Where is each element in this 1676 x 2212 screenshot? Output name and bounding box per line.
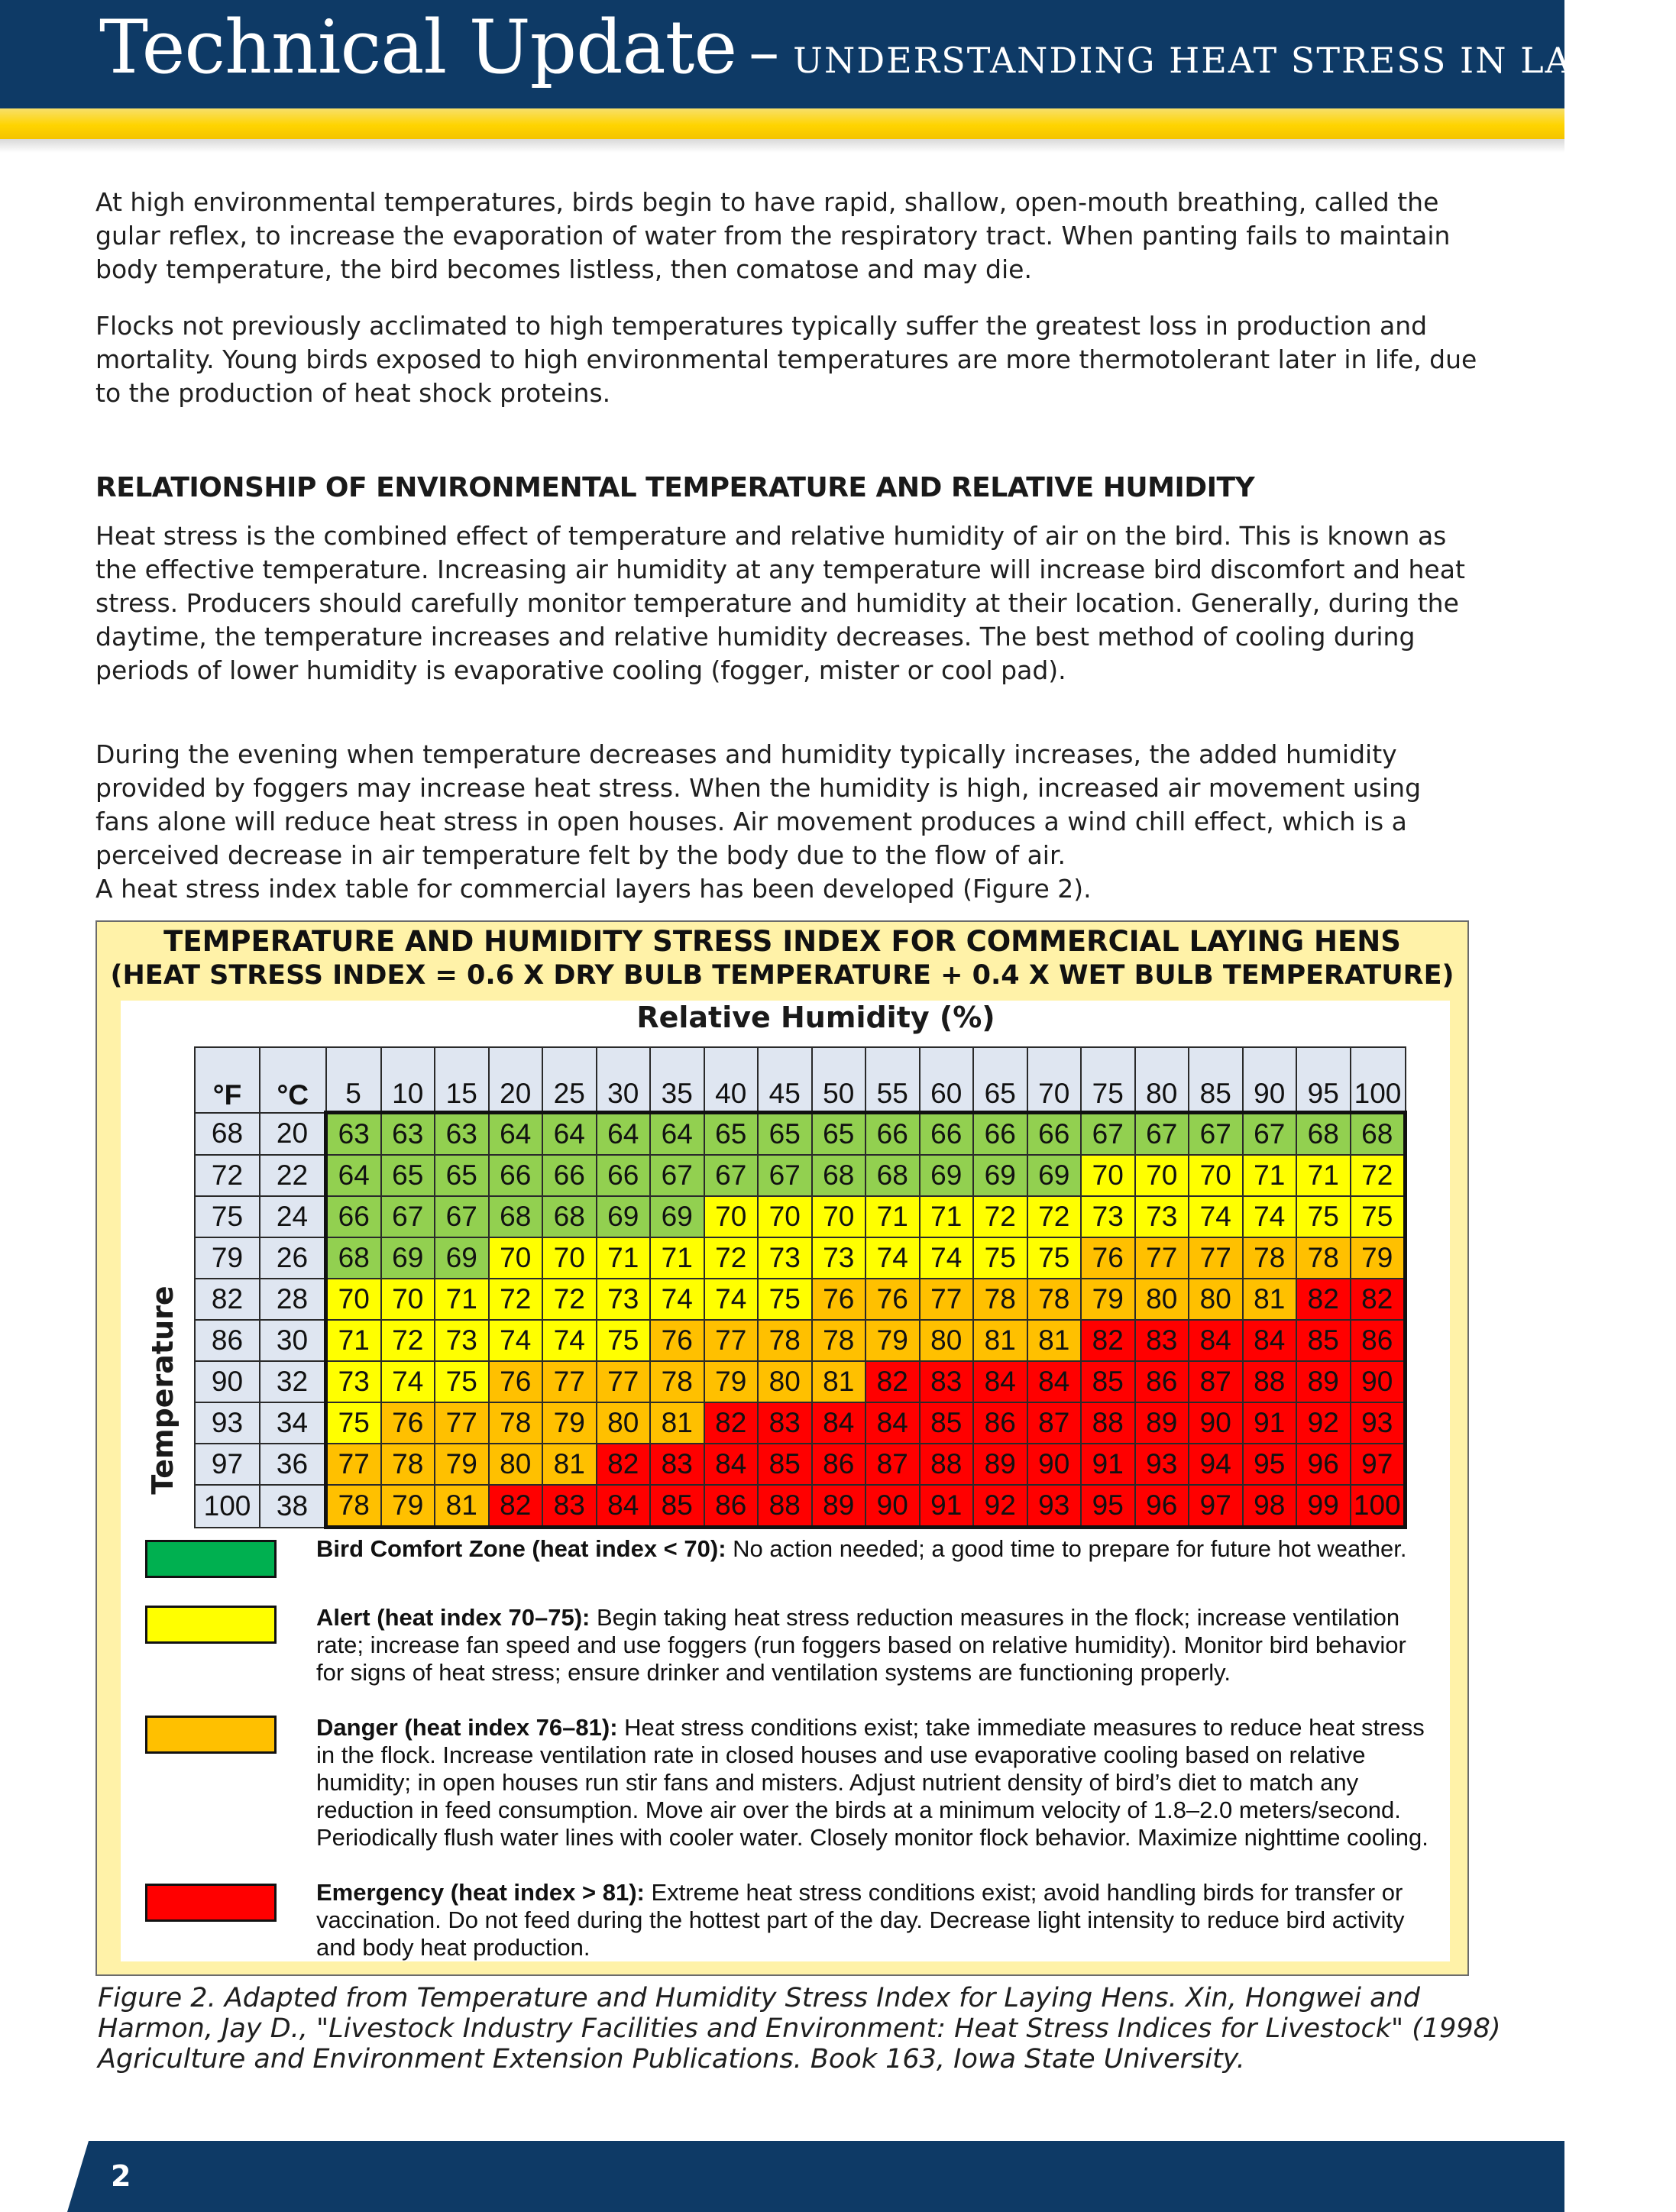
index-cell: 67 (381, 1196, 435, 1237)
index-cell: 84 (1027, 1361, 1082, 1402)
index-cell: 85 (758, 1444, 812, 1485)
relative-humidity-label: Relative Humidity (%) (636, 1001, 995, 1034)
index-cell: 92 (973, 1485, 1027, 1528)
index-cell: 65 (704, 1113, 759, 1156)
temp-f-cell: 82 (195, 1279, 260, 1320)
temp-f-cell: 100 (195, 1485, 260, 1528)
index-cell: 76 (812, 1279, 866, 1320)
index-cell: 70 (1081, 1155, 1135, 1196)
index-cell: 76 (1081, 1237, 1135, 1279)
temp-c-cell: 22 (260, 1155, 326, 1196)
index-cell: 70 (326, 1279, 381, 1320)
index-cell: 79 (381, 1485, 435, 1528)
index-cell: 66 (326, 1196, 381, 1237)
index-cell: 70 (1189, 1155, 1243, 1196)
index-cell: 74 (1243, 1196, 1297, 1237)
index-cell: 71 (1296, 1155, 1351, 1196)
index-cell: 82 (1351, 1279, 1406, 1320)
temp-c-cell: 36 (260, 1444, 326, 1485)
index-cell: 68 (1351, 1113, 1406, 1156)
temp-c-cell: 20 (260, 1113, 326, 1156)
index-cell: 84 (973, 1361, 1027, 1402)
temp-f-cell: 93 (195, 1402, 260, 1444)
index-cell: 66 (597, 1155, 651, 1196)
table-row (195, 1320, 1406, 1361)
humidity-header-95: 95 (1296, 1047, 1351, 1113)
humidity-header-70: 70 (1027, 1047, 1082, 1113)
temp-f-cell: 72 (195, 1155, 260, 1196)
index-cell: 84 (704, 1444, 759, 1485)
index-cell: 87 (1189, 1361, 1243, 1402)
humidity-header-35: 35 (650, 1047, 704, 1113)
index-cell: 65 (435, 1155, 489, 1196)
footer-bar (0, 2141, 1564, 2212)
index-cell: 74 (542, 1320, 597, 1361)
index-cell: 70 (1135, 1155, 1189, 1196)
index-cell: 67 (1081, 1113, 1135, 1156)
temp-c-cell: 34 (260, 1402, 326, 1444)
index-cell: 89 (1135, 1402, 1189, 1444)
index-cell: 66 (489, 1155, 543, 1196)
index-cell: 81 (435, 1485, 489, 1528)
index-cell: 86 (812, 1444, 866, 1485)
index-cell: 88 (1081, 1402, 1135, 1444)
legend-text-danger (316, 1714, 1439, 1851)
index-cell: 71 (435, 1279, 489, 1320)
humidity-header-10: 10 (381, 1047, 435, 1113)
index-cell: 85 (1081, 1361, 1135, 1402)
index-cell: 75 (973, 1237, 1027, 1279)
index-cell: 69 (920, 1155, 974, 1196)
index-cell: 100 (1351, 1485, 1406, 1528)
section-heading: RELATIONSHIP OF ENVIRONMENTAL TEMPERATURE AND RELATIVE HUMIDITY (95, 472, 1255, 503)
index-cell: 86 (1351, 1320, 1406, 1361)
body-paragraph-4-group (95, 738, 1482, 906)
index-cell: 70 (381, 1279, 435, 1320)
index-cell: 75 (435, 1361, 489, 1402)
index-cell: 91 (1243, 1402, 1297, 1444)
index-cell: 78 (489, 1402, 543, 1444)
index-cell: 85 (920, 1402, 974, 1444)
index-cell: 68 (812, 1155, 866, 1196)
table-header-row (195, 1047, 1406, 1113)
index-cell: 90 (866, 1485, 920, 1528)
index-cell: 87 (866, 1444, 920, 1485)
index-cell: 84 (812, 1402, 866, 1444)
index-cell: 75 (597, 1320, 651, 1361)
index-cell: 99 (1296, 1485, 1351, 1528)
index-cell: 84 (597, 1485, 651, 1528)
index-cell: 67 (704, 1155, 759, 1196)
header-celsius: °C (260, 1047, 326, 1113)
index-cell: 79 (866, 1320, 920, 1361)
index-cell: 81 (812, 1361, 866, 1402)
header-title (99, 5, 1676, 90)
index-cell: 81 (650, 1402, 704, 1444)
index-cell: 77 (597, 1361, 651, 1402)
index-cell: 84 (866, 1402, 920, 1444)
humidity-header-45: 45 (758, 1047, 812, 1113)
index-cell: 68 (866, 1155, 920, 1196)
table-row (195, 1279, 1406, 1320)
index-cell: 77 (326, 1444, 381, 1485)
index-cell: 97 (1189, 1485, 1243, 1528)
index-cell: 91 (920, 1485, 974, 1528)
index-cell: 80 (489, 1444, 543, 1485)
index-cell: 66 (973, 1113, 1027, 1156)
index-cell: 70 (489, 1237, 543, 1279)
index-cell: 76 (381, 1402, 435, 1444)
index-cell: 78 (381, 1444, 435, 1485)
index-cell: 95 (1243, 1444, 1297, 1485)
legend-desc-comfort: No action needed; a good time to prepare for future hot weather. (733, 1535, 1407, 1562)
index-cell: 82 (489, 1485, 543, 1528)
index-cell: 71 (866, 1196, 920, 1237)
index-cell: 72 (704, 1237, 759, 1279)
table-row (195, 1485, 1406, 1528)
index-cell: 67 (1189, 1113, 1243, 1156)
index-cell: 80 (1135, 1279, 1189, 1320)
body-paragraph-3: Heat stress is the combined effect of temperature and relative humidity of air on the bird. This is known as the effective temperature. Increasing air humidity at any temperature will increase bird discomfort and heat stress. Producers should carefully monitor temperature and humidity at their location. Generally, during the daytime, the temperature increases and relative humidity decreases. The best method of cooling during periods of lower humidity is evaporative cooling (fogger, mister or cool pad). (95, 521, 1465, 685)
temp-c-cell: 32 (260, 1361, 326, 1402)
index-cell: 75 (1351, 1196, 1406, 1237)
index-cell: 90 (1351, 1361, 1406, 1402)
legend-label-alert: Alert (heat index 70–75): (316, 1604, 590, 1631)
index-cell: 79 (1351, 1237, 1406, 1279)
index-cell: 84 (1243, 1320, 1297, 1361)
table-row (195, 1196, 1406, 1237)
humidity-header-80: 80 (1135, 1047, 1189, 1113)
index-cell: 73 (758, 1237, 812, 1279)
index-cell: 71 (920, 1196, 974, 1237)
index-cell: 72 (381, 1320, 435, 1361)
index-cell: 65 (758, 1113, 812, 1156)
index-cell: 65 (812, 1113, 866, 1156)
index-cell: 78 (650, 1361, 704, 1402)
index-cell: 68 (326, 1237, 381, 1279)
legend-text-comfort (316, 1535, 1439, 1563)
index-cell: 78 (1027, 1279, 1082, 1320)
index-cell: 79 (704, 1361, 759, 1402)
index-cell: 90 (1027, 1444, 1082, 1485)
index-cell: 72 (973, 1196, 1027, 1237)
index-cell: 77 (704, 1320, 759, 1361)
index-cell: 70 (704, 1196, 759, 1237)
index-cell: 83 (920, 1361, 974, 1402)
temp-f-cell: 86 (195, 1320, 260, 1361)
index-cell: 93 (1135, 1444, 1189, 1485)
humidity-header-50: 50 (812, 1047, 866, 1113)
humidity-header-100: 100 (1351, 1047, 1406, 1113)
index-cell: 75 (1027, 1237, 1082, 1279)
index-cell: 83 (1135, 1320, 1189, 1361)
index-cell: 70 (812, 1196, 866, 1237)
legend-swatch-danger (145, 1716, 277, 1754)
index-cell: 66 (920, 1113, 974, 1156)
index-cell: 79 (435, 1444, 489, 1485)
intro-paragraph-2: Flocks not previously acclimated to high temperatures typically suffer the greatest loss in production and mortality. Young birds exposed to high environmental temperatures are more thermotolerant later in life, due to the production of heat shock proteins. (95, 311, 1477, 408)
index-cell: 86 (704, 1485, 759, 1528)
table-row (195, 1237, 1406, 1279)
index-cell: 77 (435, 1402, 489, 1444)
index-cell: 66 (1027, 1113, 1082, 1156)
index-cell: 80 (597, 1402, 651, 1444)
table-row (195, 1155, 1406, 1196)
index-cell: 89 (812, 1485, 866, 1528)
legend-swatch-alert (145, 1606, 277, 1644)
page-footer (0, 2141, 1564, 2212)
index-cell: 68 (1296, 1113, 1351, 1156)
index-cell: 81 (1027, 1320, 1082, 1361)
index-cell: 97 (1351, 1444, 1406, 1485)
index-cell: 70 (542, 1237, 597, 1279)
table-row (195, 1444, 1406, 1485)
temp-c-cell: 30 (260, 1320, 326, 1361)
index-cell: 69 (973, 1155, 1027, 1196)
index-cell: 82 (1081, 1320, 1135, 1361)
index-cell: 86 (1135, 1361, 1189, 1402)
index-cell: 74 (704, 1279, 759, 1320)
table-row (195, 1402, 1406, 1444)
index-cell: 85 (650, 1485, 704, 1528)
figure-inner-panel (121, 1001, 1450, 1961)
index-cell: 96 (1296, 1444, 1351, 1485)
index-cell: 82 (597, 1444, 651, 1485)
index-cell: 63 (381, 1113, 435, 1156)
index-cell: 78 (812, 1320, 866, 1361)
index-cell: 74 (489, 1320, 543, 1361)
temp-c-cell: 38 (260, 1485, 326, 1528)
index-cell: 80 (1189, 1279, 1243, 1320)
heat-stress-table (194, 1046, 1407, 1529)
index-cell: 80 (920, 1320, 974, 1361)
header-subtitle: UNDERSTANDING HEAT STRESS IN LAYERS (793, 40, 1676, 81)
humidity-header-60: 60 (920, 1047, 974, 1113)
figure-title: TEMPERATURE AND HUMIDITY STRESS INDEX FOR COMMERCIAL LAYING HENS (163, 925, 1401, 958)
index-cell: 82 (704, 1402, 759, 1444)
index-cell: 81 (973, 1320, 1027, 1361)
index-cell: 71 (597, 1237, 651, 1279)
index-cell: 92 (1296, 1402, 1351, 1444)
index-cell: 80 (758, 1361, 812, 1402)
index-cell: 74 (920, 1237, 974, 1279)
index-cell: 71 (650, 1237, 704, 1279)
index-cell: 89 (1296, 1361, 1351, 1402)
page-header (0, 0, 1676, 108)
index-cell: 73 (597, 1279, 651, 1320)
index-cell: 67 (758, 1155, 812, 1196)
header-shadow (0, 139, 1564, 153)
index-cell: 68 (542, 1196, 597, 1237)
index-cell: 72 (489, 1279, 543, 1320)
index-cell: 83 (542, 1485, 597, 1528)
index-cell: 93 (1027, 1485, 1082, 1528)
humidity-header-30: 30 (597, 1047, 651, 1113)
index-cell: 73 (1135, 1196, 1189, 1237)
index-cell: 72 (1351, 1155, 1406, 1196)
index-cell: 78 (326, 1485, 381, 1528)
index-cell: 63 (326, 1113, 381, 1156)
humidity-header-85: 85 (1189, 1047, 1243, 1113)
humidity-header-40: 40 (704, 1047, 759, 1113)
index-cell: 66 (542, 1155, 597, 1196)
temperature-axis-label: Temperature (146, 1285, 180, 1495)
humidity-header-65: 65 (973, 1047, 1027, 1113)
index-cell: 83 (758, 1402, 812, 1444)
index-cell: 79 (1081, 1279, 1135, 1320)
index-cell: 73 (1081, 1196, 1135, 1237)
body-paragraph-5: A heat stress index table for commercial layers has been developed (Figure 2). (95, 874, 1092, 904)
index-cell: 69 (650, 1196, 704, 1237)
index-cell: 74 (866, 1237, 920, 1279)
legend-swatch-comfort (145, 1540, 277, 1578)
intro-paragraph-1: At high environmental temperatures, birds begin to have rapid, shallow, open-mouth breathing, called the gular reflex, to increase the evaporation of water from the respiratory tract. When panting fails to maintain body temperature, the bird becomes listless, then comatose and may die. (95, 187, 1451, 284)
index-cell: 82 (1296, 1279, 1351, 1320)
legend-label-danger: Danger (heat index 76–81): (316, 1714, 618, 1741)
index-cell: 94 (1189, 1444, 1243, 1485)
header-yellow-stripe (0, 108, 1564, 139)
index-cell: 88 (920, 1444, 974, 1485)
index-cell: 77 (542, 1361, 597, 1402)
temp-f-cell: 68 (195, 1113, 260, 1156)
index-cell: 76 (866, 1279, 920, 1320)
index-cell: 74 (650, 1279, 704, 1320)
figure-2 (95, 920, 1469, 1976)
index-cell: 74 (381, 1361, 435, 1402)
legend-desc-emergency: Extreme heat stress conditions exist; avoid handling birds for transfer or vaccination. Do not feed during the hottest part of the day. Decrease light intensity to reduce bird activity and body heat production. (316, 1879, 1405, 1961)
index-cell: 74 (1189, 1196, 1243, 1237)
index-cell: 75 (1296, 1196, 1351, 1237)
humidity-header-75: 75 (1081, 1047, 1135, 1113)
index-cell: 65 (381, 1155, 435, 1196)
index-cell: 77 (920, 1279, 974, 1320)
index-cell: 71 (326, 1320, 381, 1361)
index-cell: 68 (489, 1196, 543, 1237)
index-cell: 64 (326, 1155, 381, 1196)
index-cell: 72 (542, 1279, 597, 1320)
legend-desc-alert: Begin taking heat stress reduction measures in the flock; increase ventilation rate; increase fan speed and use foggers (run foggers based on relative humidity). Monitor bird behavior for signs of heat stress; ensure drinker and ventilation systems are functioning properly. (316, 1604, 1406, 1686)
index-cell: 64 (597, 1113, 651, 1156)
index-cell: 69 (435, 1237, 489, 1279)
index-cell: 81 (542, 1444, 597, 1485)
index-cell: 64 (650, 1113, 704, 1156)
humidity-header-15: 15 (435, 1047, 489, 1113)
index-cell: 91 (1081, 1444, 1135, 1485)
humidity-header-5: 5 (326, 1047, 381, 1113)
temp-c-cell: 26 (260, 1237, 326, 1279)
index-cell: 88 (1243, 1361, 1297, 1402)
temp-c-cell: 24 (260, 1196, 326, 1237)
header-title-main: Technical Update (99, 5, 737, 90)
index-cell: 85 (1296, 1320, 1351, 1361)
index-cell: 81 (1243, 1279, 1297, 1320)
temp-f-cell: 79 (195, 1237, 260, 1279)
figure-caption: Figure 2. Adapted from Temperature and Humidity Stress Index for Laying Hens. Xin, Hongwei and Harmon, Jay D., "Livestock Industry Facilities and Environment: Heat Stress Indices for Livestock" (1998) Agriculture and Environment Extension Publications. Book 163, Iowa State University. (98, 1983, 1501, 2075)
index-cell: 75 (326, 1402, 381, 1444)
temp-f-cell: 75 (195, 1196, 260, 1237)
body-paragraph-4: During the evening when temperature decreases and humidity typically increases, the added humidity provided by foggers may increase heat stress. When the humidity is high, increased air movement using fans alone will reduce heat stress in open houses. Air movement produces a wind chill effect, which is a perceived decrease in air temperature felt by the body due to the flow of air. (95, 739, 1422, 870)
temp-f-cell: 90 (195, 1361, 260, 1402)
index-cell: 69 (1027, 1155, 1082, 1196)
index-cell: 73 (326, 1361, 381, 1402)
index-cell: 67 (650, 1155, 704, 1196)
index-cell: 76 (489, 1361, 543, 1402)
index-cell: 67 (1243, 1113, 1297, 1156)
legend-label-emergency: Emergency (heat index > 81): (316, 1879, 645, 1906)
humidity-header-25: 25 (542, 1047, 597, 1113)
humidity-header-20: 20 (489, 1047, 543, 1113)
index-cell: 83 (650, 1444, 704, 1485)
index-cell: 86 (973, 1402, 1027, 1444)
header-dash: – (749, 16, 780, 87)
header-fahrenheit: °F (195, 1047, 260, 1113)
index-cell: 87 (1027, 1402, 1082, 1444)
index-cell: 78 (758, 1320, 812, 1361)
index-cell: 77 (1189, 1237, 1243, 1279)
index-cell: 66 (866, 1113, 920, 1156)
index-cell: 73 (812, 1237, 866, 1279)
index-cell: 78 (1296, 1237, 1351, 1279)
index-cell: 88 (758, 1485, 812, 1528)
table-row (195, 1361, 1406, 1402)
index-cell: 78 (973, 1279, 1027, 1320)
index-cell: 69 (597, 1196, 651, 1237)
index-cell: 79 (542, 1402, 597, 1444)
humidity-header-55: 55 (866, 1047, 920, 1113)
index-cell: 67 (435, 1196, 489, 1237)
index-cell: 98 (1243, 1485, 1297, 1528)
legend-label-comfort: Bird Comfort Zone (heat index < 70): (316, 1535, 726, 1562)
temp-f-cell: 97 (195, 1444, 260, 1485)
index-cell: 76 (650, 1320, 704, 1361)
index-cell: 69 (381, 1237, 435, 1279)
humidity-header-90: 90 (1243, 1047, 1297, 1113)
legend-text-alert (316, 1604, 1439, 1686)
index-cell: 89 (973, 1444, 1027, 1485)
index-cell: 63 (435, 1113, 489, 1156)
index-cell: 75 (758, 1279, 812, 1320)
temp-c-cell: 28 (260, 1279, 326, 1320)
index-cell: 96 (1135, 1485, 1189, 1528)
page-number: 2 (111, 2159, 131, 2193)
index-cell: 95 (1081, 1485, 1135, 1528)
index-cell: 72 (1027, 1196, 1082, 1237)
index-cell: 67 (1135, 1113, 1189, 1156)
index-cell: 77 (1135, 1237, 1189, 1279)
index-cell: 78 (1243, 1237, 1297, 1279)
index-cell: 64 (489, 1113, 543, 1156)
index-cell: 71 (1243, 1155, 1297, 1196)
legend-desc-danger: Heat stress conditions exist; take immediate measures to reduce heat stress in the flock. Increase ventilation rate in closed houses and use evaporative cooling based on relative humidity; in open houses run stir fans and misters. Adjust nutrient density of bird’s diet to match any reduction in feed consumption. Move air over the birds at a minimum velocity of 1.8–2.0 meters/second. Periodically flush water lines with cooler water. Closely monitor flock behavior. Maximize nighttime cooling. (316, 1714, 1428, 1851)
index-cell: 82 (866, 1361, 920, 1402)
index-cell: 70 (758, 1196, 812, 1237)
index-cell: 90 (1189, 1402, 1243, 1444)
index-cell: 73 (435, 1320, 489, 1361)
index-cell: 93 (1351, 1402, 1406, 1444)
legend-swatch-emergency (145, 1884, 277, 1922)
index-cell: 64 (542, 1113, 597, 1156)
figure-formula: (HEAT STRESS INDEX = 0.6 X DRY BULB TEMPERATURE + 0.4 X WET BULB TEMPERATURE) (110, 960, 1454, 991)
table-row (195, 1113, 1406, 1156)
legend-text-emergency (316, 1879, 1439, 1961)
index-cell: 84 (1189, 1320, 1243, 1361)
